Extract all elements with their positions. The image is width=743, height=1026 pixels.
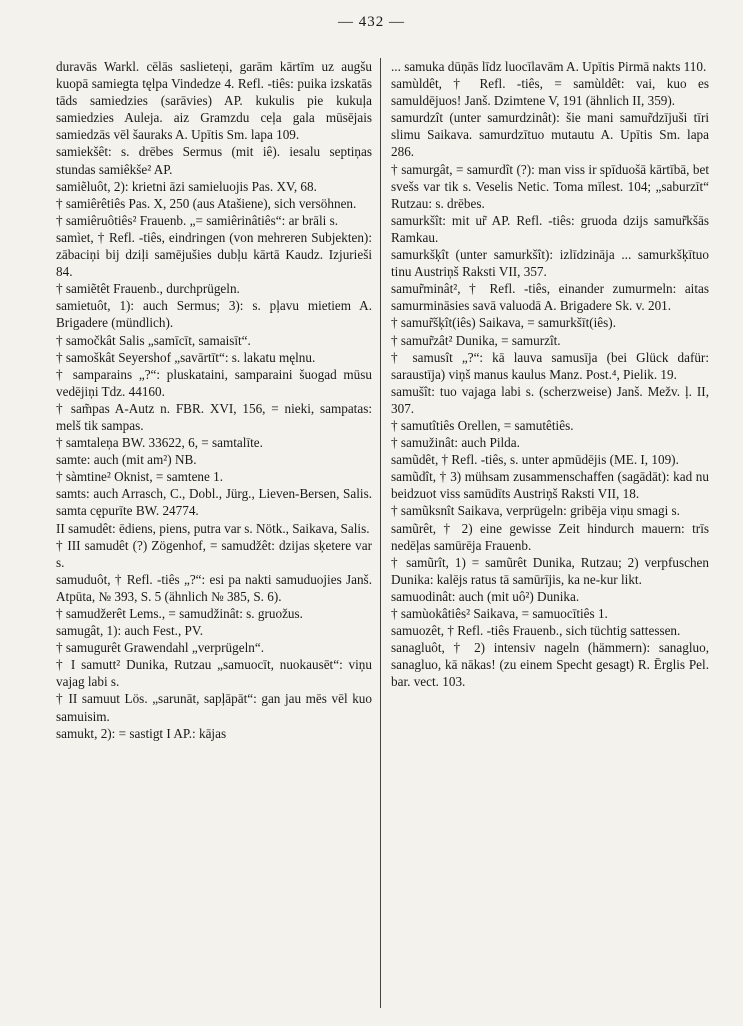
dictionary-entry: samurkšķît (unter samurkšît): izlīdzināja ... samurkšķītuo tinu Austriņš Raksti VII, 357.: [391, 247, 709, 280]
dictionary-entry: duravās Warkl. cēlās saslieteņi, garām kārtīm uz augšu kuopā samiegta tęlpa Vindedze 4. Refl. -tiês: puika izskatās tāds samiedzies (sarāvies) AP. kukulis pie kukuļa samiedzies Auleja. aiz Gramzdu ceļa gala mūsējais samiedzās vēl šauraks A. Upītis Sm. lapa 109.: [56, 59, 372, 143]
dictionary-entry: † samur̃zât² Dunika, = samurzît.: [391, 332, 561, 348]
dictionary-entry: † samtaleņa BW. 33622, 6, = samtalīte.: [56, 435, 263, 451]
dictionary-entry: samũdêt, † Refl. -tiês, s. unter apmūdējis (ME. I, 109).: [391, 452, 679, 468]
dictionary-entry: † samùokâtiês² Saikava, = samuocītiês 1.: [391, 606, 608, 621]
dictionary-entry: ... samuka dūņās līdz luocīlavām A. Upītis Pirmā nakts 110.: [391, 59, 707, 74]
dictionary-entry: sanagluôt, † 2) intensiv nageln (hämmern): sanagluo, sanagluo, kā nākas! (zu einem Specht gesagt) R. Ērglis Pel. bar. vect. 103.: [391, 640, 709, 690]
dictionary-entry: samũrêt, † 2) eine gewisse Zeit hindurch mauern: trīs nedēļas samūrēja Frauenb.: [391, 520, 709, 553]
dictionary-entry: II samudêt: ēdiens, piens, putra var s. Nötk., Saikava, Salis.: [56, 520, 370, 536]
dictionary-entry: samugât, 1): auch Fest., PV.: [56, 623, 204, 639]
dictionary-entry: † samusît „?“: kā lauva samusīja (bei Glück dafür: saraustīja) viņš manus kaulus Manz. Post.⁴, Pielik. 19.: [391, 349, 709, 382]
dictionary-entry: † I samutt² Dunika, Rutzau „samuocīt, nuokausēt“: viņu vajag labi s.: [56, 657, 372, 690]
dictionary-entry: samũdît, † 3) mühsam zusammenschaffen (sagādāt): kad nu beidzuot viss samūdīts Austriņš Raksti VII, 18.: [391, 469, 709, 502]
dictionary-entry: samuduôt, † Refl. -tiês „?“: esi pa nakti samuduojies Janš. Atpūta, № 393, S. 5 (ähnlich № 385, S. 6).: [56, 571, 372, 604]
dictionary-entry: † samũksnît Saikava, verprügeln: gribēja viņu smagi s.: [391, 503, 680, 519]
dictionary-entry: † samutîtiês Orellen, = samutêtiês.: [391, 417, 574, 433]
dictionary-entry: samìet, † Refl. -tiês, eindringen (von mehreren Subjekten): zābaciņi bij dziļi samējušies dubļu kārtā Kaudz. Izjurieši 84.: [56, 229, 372, 280]
dictionary-entry: samur̃minât², † Refl. -tiês, einander zumurmeln: aitas samurmināsies savā valuodā A. Brigadere Sk. v. 201.: [391, 281, 709, 314]
dictionary-entry: † samudžerêt Lems., = samudžinât: s. gruožus.: [56, 606, 303, 621]
dictionary-entry: † samũrît, 1) = samũrêt Dunika, Rutzau; 2) verpfuschen Dunika: kalējs ratus tā samūrījis, ka ne-kur likt.: [391, 554, 709, 587]
dictionary-entry: † samužinât: auch Pilda.: [391, 435, 520, 451]
dictionary-entry: † II samuut Lös. „sarunāt, sapļāpāt“: gan jau mēs vēl kuo samuisim.: [56, 691, 372, 724]
dictionary-entry: † sam̃pas A-Autz n. FBR. XVI, 156, = nieki, sampatas: melš tik sampas.: [56, 400, 372, 433]
dictionary-entry: † samoškât Seyershof „savārtīt“: s. lakatu męlnu.: [56, 349, 316, 365]
dictionary-entry: samiekšêt: s. drēbes Sermus (mit iê). iesalu septiņas stundas samiêkše² AP.: [56, 144, 372, 177]
dictionary-entry: † samočkât Salis „samīcīt, samaisīt“.: [56, 332, 251, 348]
dictionary-entry: samuodinât: auch (mit uô²) Dunika.: [391, 588, 580, 604]
dictionary-entry: samušît: tuo vajaga labi s. (scherzweise) Janš. Mežv. ļ. II, 307.: [391, 383, 709, 416]
dictionary-entry: † III samudêt (?) Zögenhof, = samudžêt: dzijas sķetere var s.: [56, 537, 372, 570]
dictionary-entry: † samiêruôtiês² Frauenb. „= samiêrinâtiês“: ar brāli s.: [56, 212, 339, 228]
dictionary-entry: samurdzît (unter samurdzinât): šie mani samur̃dzījuši tīri slimu Saikava. samurdzītuo mutautu A. Upītis Sm. lapa 286.: [391, 110, 709, 160]
dictionary-entry: † samparains „?“: pluskataini, samparaini šuogad mūsu vedējiņi Tdz. 44160.: [56, 366, 372, 399]
dictionary-entry: † samiẽtêt Frauenb., durchprügeln.: [56, 281, 240, 297]
dictionary-entry: samiẽluôt, 2): krietni āzi samieluojis Pas. XV, 68.: [56, 178, 317, 194]
dictionary-entry: samukt, 2): = sastigt I AP.: kājas: [56, 725, 227, 741]
left-column: [56, 58, 372, 742]
dictionary-entry: samùldêt, † Refl. -tiês, = samùldêt: vai, kuo es samuldējuos! Janš. Dzimtene V, 191 (ähnlich II, 359).: [391, 76, 709, 109]
dictionary-entry: samurkšît: mit ur̃ AP. Refl. -tiês: gruoda dzijs samur̃kšās Ramkau.: [391, 212, 709, 245]
dictionary-entry: † samur̃šķît(iês) Saikava, = samurkšīt(iês).: [391, 315, 616, 331]
column-divider: [380, 58, 381, 1008]
dictionary-entry: † samiêrêtiês Pas. X, 250 (aus Atašiene), sich versöhnen.: [56, 195, 357, 211]
dictionary-entry: samts: auch Arrasch, C., Dobl., Jürg., Lieven-Bersen, Salis. samta cępurīte BW. 24774.: [56, 486, 372, 519]
dictionary-entry: samuozêt, † Refl. -tiês Frauenb., sich tüchtig sattessen.: [391, 623, 681, 639]
dictionary-entry: † samugurêt Grawendahl „verprügeln“.: [56, 640, 264, 656]
dictionary-entry: † sàmtine² Oknist, = samtene 1.: [56, 469, 224, 485]
dictionary-entry: † samurgât, = samurdît (?): man viss ir spīduošā kārtībā, bet svešs var tik s. Veselis Netic. Toma mīlest. 104; „saburzīt“ Rutzau: s. drēbes.: [391, 161, 709, 211]
page-number: — 432 —: [338, 14, 405, 30]
right-column: [391, 58, 709, 690]
dictionary-entry: samietuôt, 1): auch Sermus; 3): s. pļavu mietiem A. Brigadere (mündlich).: [56, 298, 372, 331]
dictionary-entry: samte: auch (mit am²) NB.: [56, 452, 197, 468]
